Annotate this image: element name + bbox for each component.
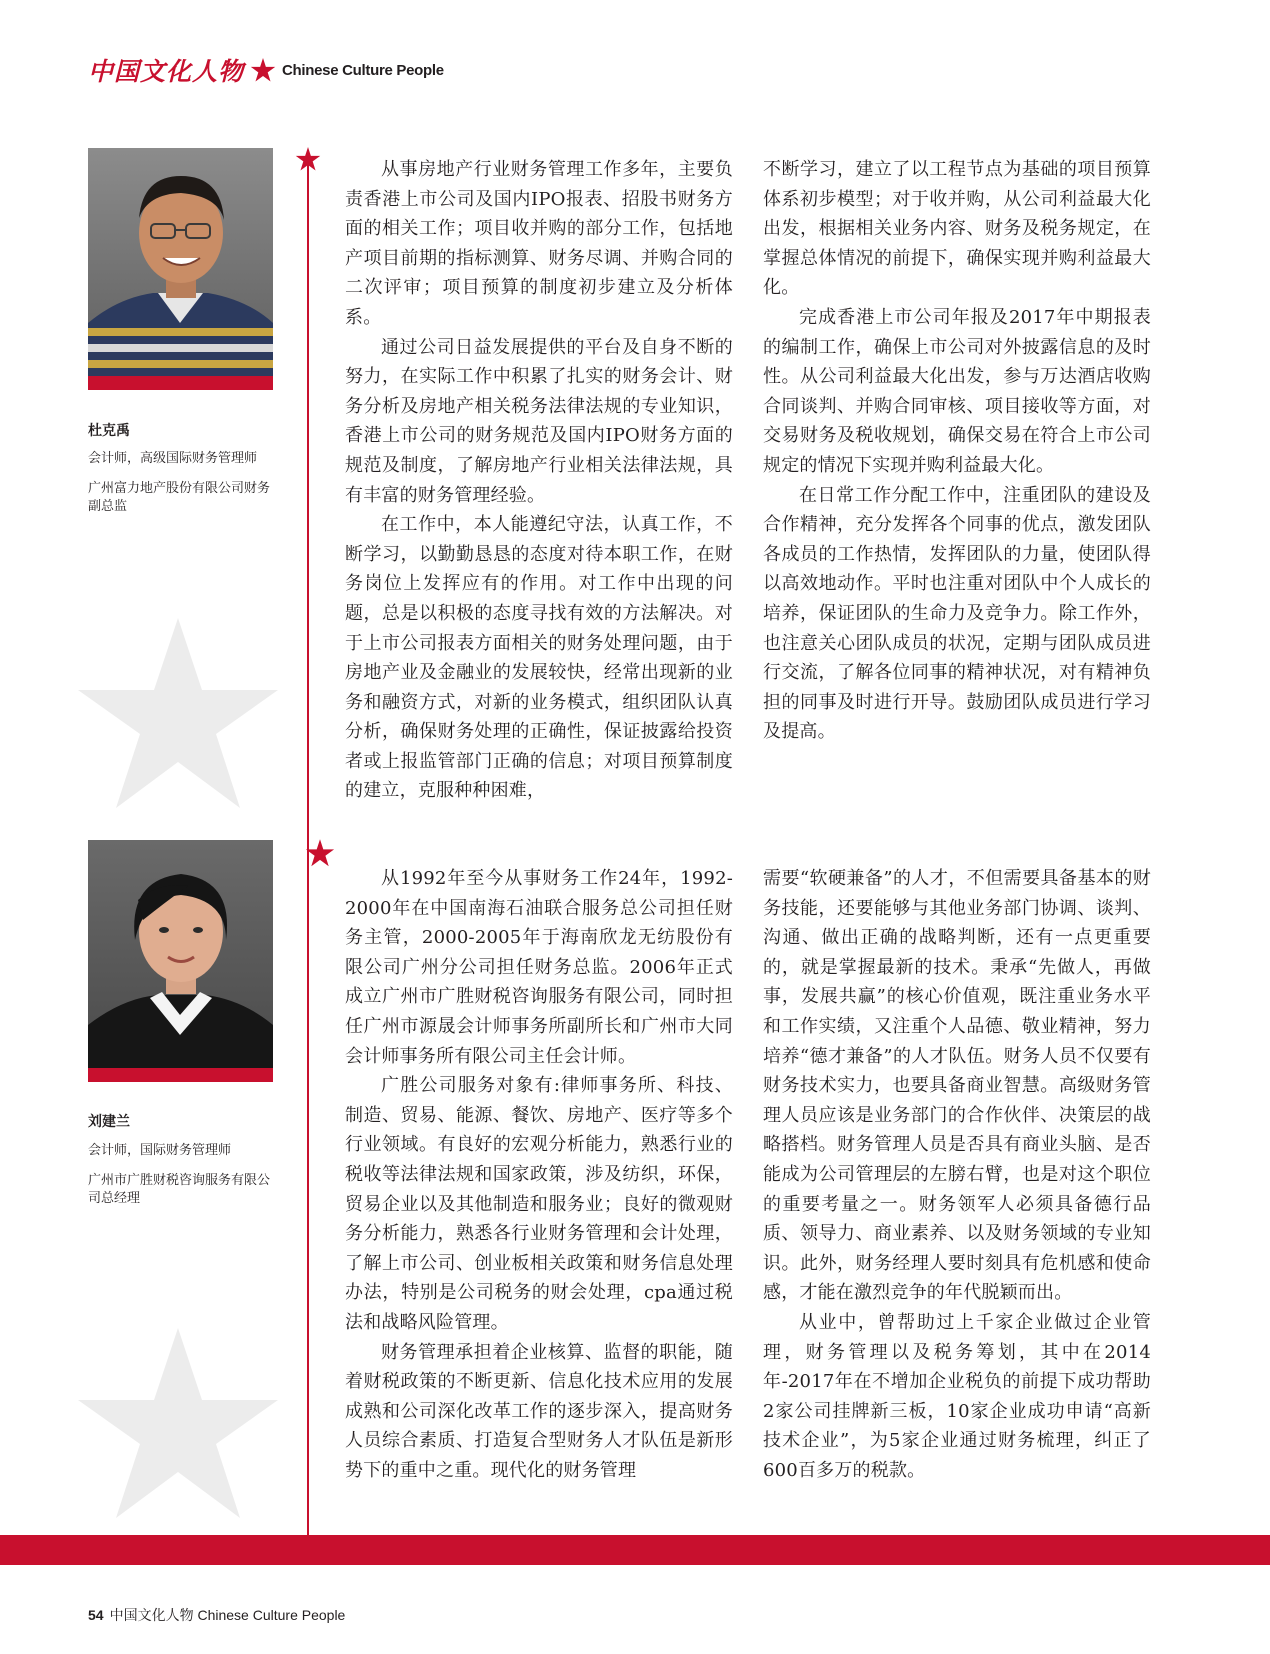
paragraph: 从业中，曾帮助过上千家企业做过企业管理，财务管理以及税务筹划，其中在2014年-2017年在不增加企业税负的前提下成功帮助2家公司挂牌新三板，10家企业成功申请“高新技术企业”，为5家企业通过财务梳理，纠正了600百多万的税款。 [763,1311,1151,1481]
watermark-star-icon [78,618,278,808]
masthead-title-en: Chinese Culture People [282,61,444,79]
masthead-title-cn: 中国文化人物 [88,57,245,86]
page-number: 54 [88,1607,104,1623]
paragraph: 在日常工作分配工作中，注重团队的建设及合作精神，充分发挥各个同事的优点，激发团队各成员的工作热情，发挥团队的力量，使团队得以高效地动作。平时也注重对团队中个人成长的培养，保证团队的生命力及竞争力。除工作外，也注意关心团队成员的状况，定期与团队成员进行交流，了解各位同事的精神状况，对有精神负担的同事及时进行开导。鼓励团队成员进行学习及提高。 [763,484,1151,743]
profile-2-column-2 [763,864,1151,1485]
portrait-photo [88,148,273,376]
profile-1-column-1 [345,155,733,806]
paragraph: 从事房地产行业财务管理工作多年，主要负责香港上市公司及国内IPO报表、招股书财务方面的相关工作；项目收并购的部分工作，包括地产项目前期的指标测算、财务尽调、并购合同的二次评审；项目预算的制度初步建立及分析体系。 [345,159,733,328]
profile-title: 会计师，国际财务管理师 [88,1142,232,1157]
paragraph: 财务管理承担着企业核算、监督的职能，随着财税政策的不断更新、信息化技术应用的发展成熟和公司深化改革工作的逐步深入，提高财务人员综合素质、打造复合型财务人才队伍是新形势下的重中之重。现代化的财务管理 [345,1341,733,1481]
paragraph: 从1992年至今从事财务工作24年，1992-2000年在中国南海石油联合服务总公司担任财务主管，2000-2005年于海南欣龙无纺股份有限公司广州分公司担任财务总监。2006年正式成立广州市广胜财税咨询服务有限公司，同时担任广州市源晟会计师事务所副所长和广州市大同会计师事务所有限公司主任会计师。 [345,868,733,1067]
publication-name: 中国文化人物 Chinese Culture People [109,1607,346,1623]
paragraph: 需要“软硬兼备”的人才，不但需要具备基本的财务技能，还要能够与其他业务部门协调、谈判、沟通、做出正确的战略判断，还有一点更重要的，就是掌握最新的技术。秉承“先做人，再做事，发展共赢”的核心价值观，既注重业务水平和工作实绩，又注重个人品德、敬业精神，努力培养“德才兼备”的人才队伍。财务人员不仅要有财务技术实力，也要具备商业智慧。高级财务管理人员应该是业务部门的合作伙伴、决策层的战略搭档。财务管理人员是否具有商业头脑、是否能成为公司管理层的左膀右臂，也是对这个职位的重要考量之一。财务领军人必须具备德行品质、领导力、商业素养、以及财务领域的专业知识。此外，财务经理人要时刻具有危机感和使命感，才能在激烈竞争的年代脱颖而出。 [763,868,1151,1304]
photo-accent-bar [88,376,273,390]
portrait-photo [88,840,273,1068]
paragraph: 广胜公司服务对象有:律师事务所、科技、制造、贸易、能源、餐饮、房地产、医疗等多个行业领域。有良好的宏观分析能力，熟悉行业的税收等法律法规和国家政策，涉及纺织，环保，贸易企业以及其他制造和服务业；良好的微观财务分析能力，熟悉各行业财务管理和会计处理，了解上市公司、创业板相关政策和财务信息处理办法，特别是公司税务的财会处理，cpa通过税法和战略风险管理。 [345,1075,733,1333]
profile-company: 广州富力地产股份有限公司财务副总监 [88,480,271,513]
profile-1-column-2 [763,155,1151,747]
timeline-star-icon [305,838,335,868]
footer-band [0,1535,1270,1565]
masthead [88,52,444,88]
profile-company: 广州市广胜财税咨询服务有限公司总经理 [88,1172,271,1205]
paragraph: 完成香港上市公司年报及2017年中期报表的编制工作，确保上市公司对外披露信息的及时性。从公司利益最大化出发，参与万达酒店收购合同谈判、并购合同审核、项目接收等方面，对交易财务及税收规划，确保交易在符合上市公司规定的情况下实现并购利益最大化。 [763,306,1151,476]
profile-name: 杜克禹 [88,422,130,438]
profile-title: 会计师，高级国际财务管理师 [88,450,258,465]
paragraph: 通过公司日益发展提供的平台及自身不断的努力，在实际工作中积累了扎实的财务会计、财务分析及房地产相关税务法律法规的专业知识，香港上市公司的财务规范及国内IPO财务方面的规范及制度，了解房地产行业相关法律法规，具有丰富的财务管理经验。 [345,336,733,506]
timeline-star-icon [295,146,321,172]
profile-name: 刘建兰 [88,1113,130,1129]
star-icon [250,57,276,83]
paragraph: 不断学习，建立了以工程节点为基础的项目预算体系初步模型；对于收并购，从公司利益最大化出发，根据相关业务内容、财务及税务规定，在掌握总体情况的前提下，确保实现并购利益最大化。 [763,159,1151,299]
folio [88,1605,345,1625]
watermark-star-icon [78,1328,278,1518]
paragraph: 在工作中，本人能遵纪守法，认真工作，不断学习，以勤勤恳恳的态度对待本职工作，在财务岗位上发挥应有的作用。对工作中出现的问题，总是以积极的态度寻找有效的方法解决。对于上市公司报表方面相关的财务处理问题，由于房地产业及金融业的发展较快，经常出现新的业务和融资方式，对新的业务模式，组织团队认真分析，确保财务处理的正确性，保证披露给投资者或上报监管部门正确的信息；对项目预算制度的建立，克服种种困难， [345,514,733,802]
photo-accent-bar [88,1068,273,1082]
profile-2-column-1 [345,864,733,1485]
